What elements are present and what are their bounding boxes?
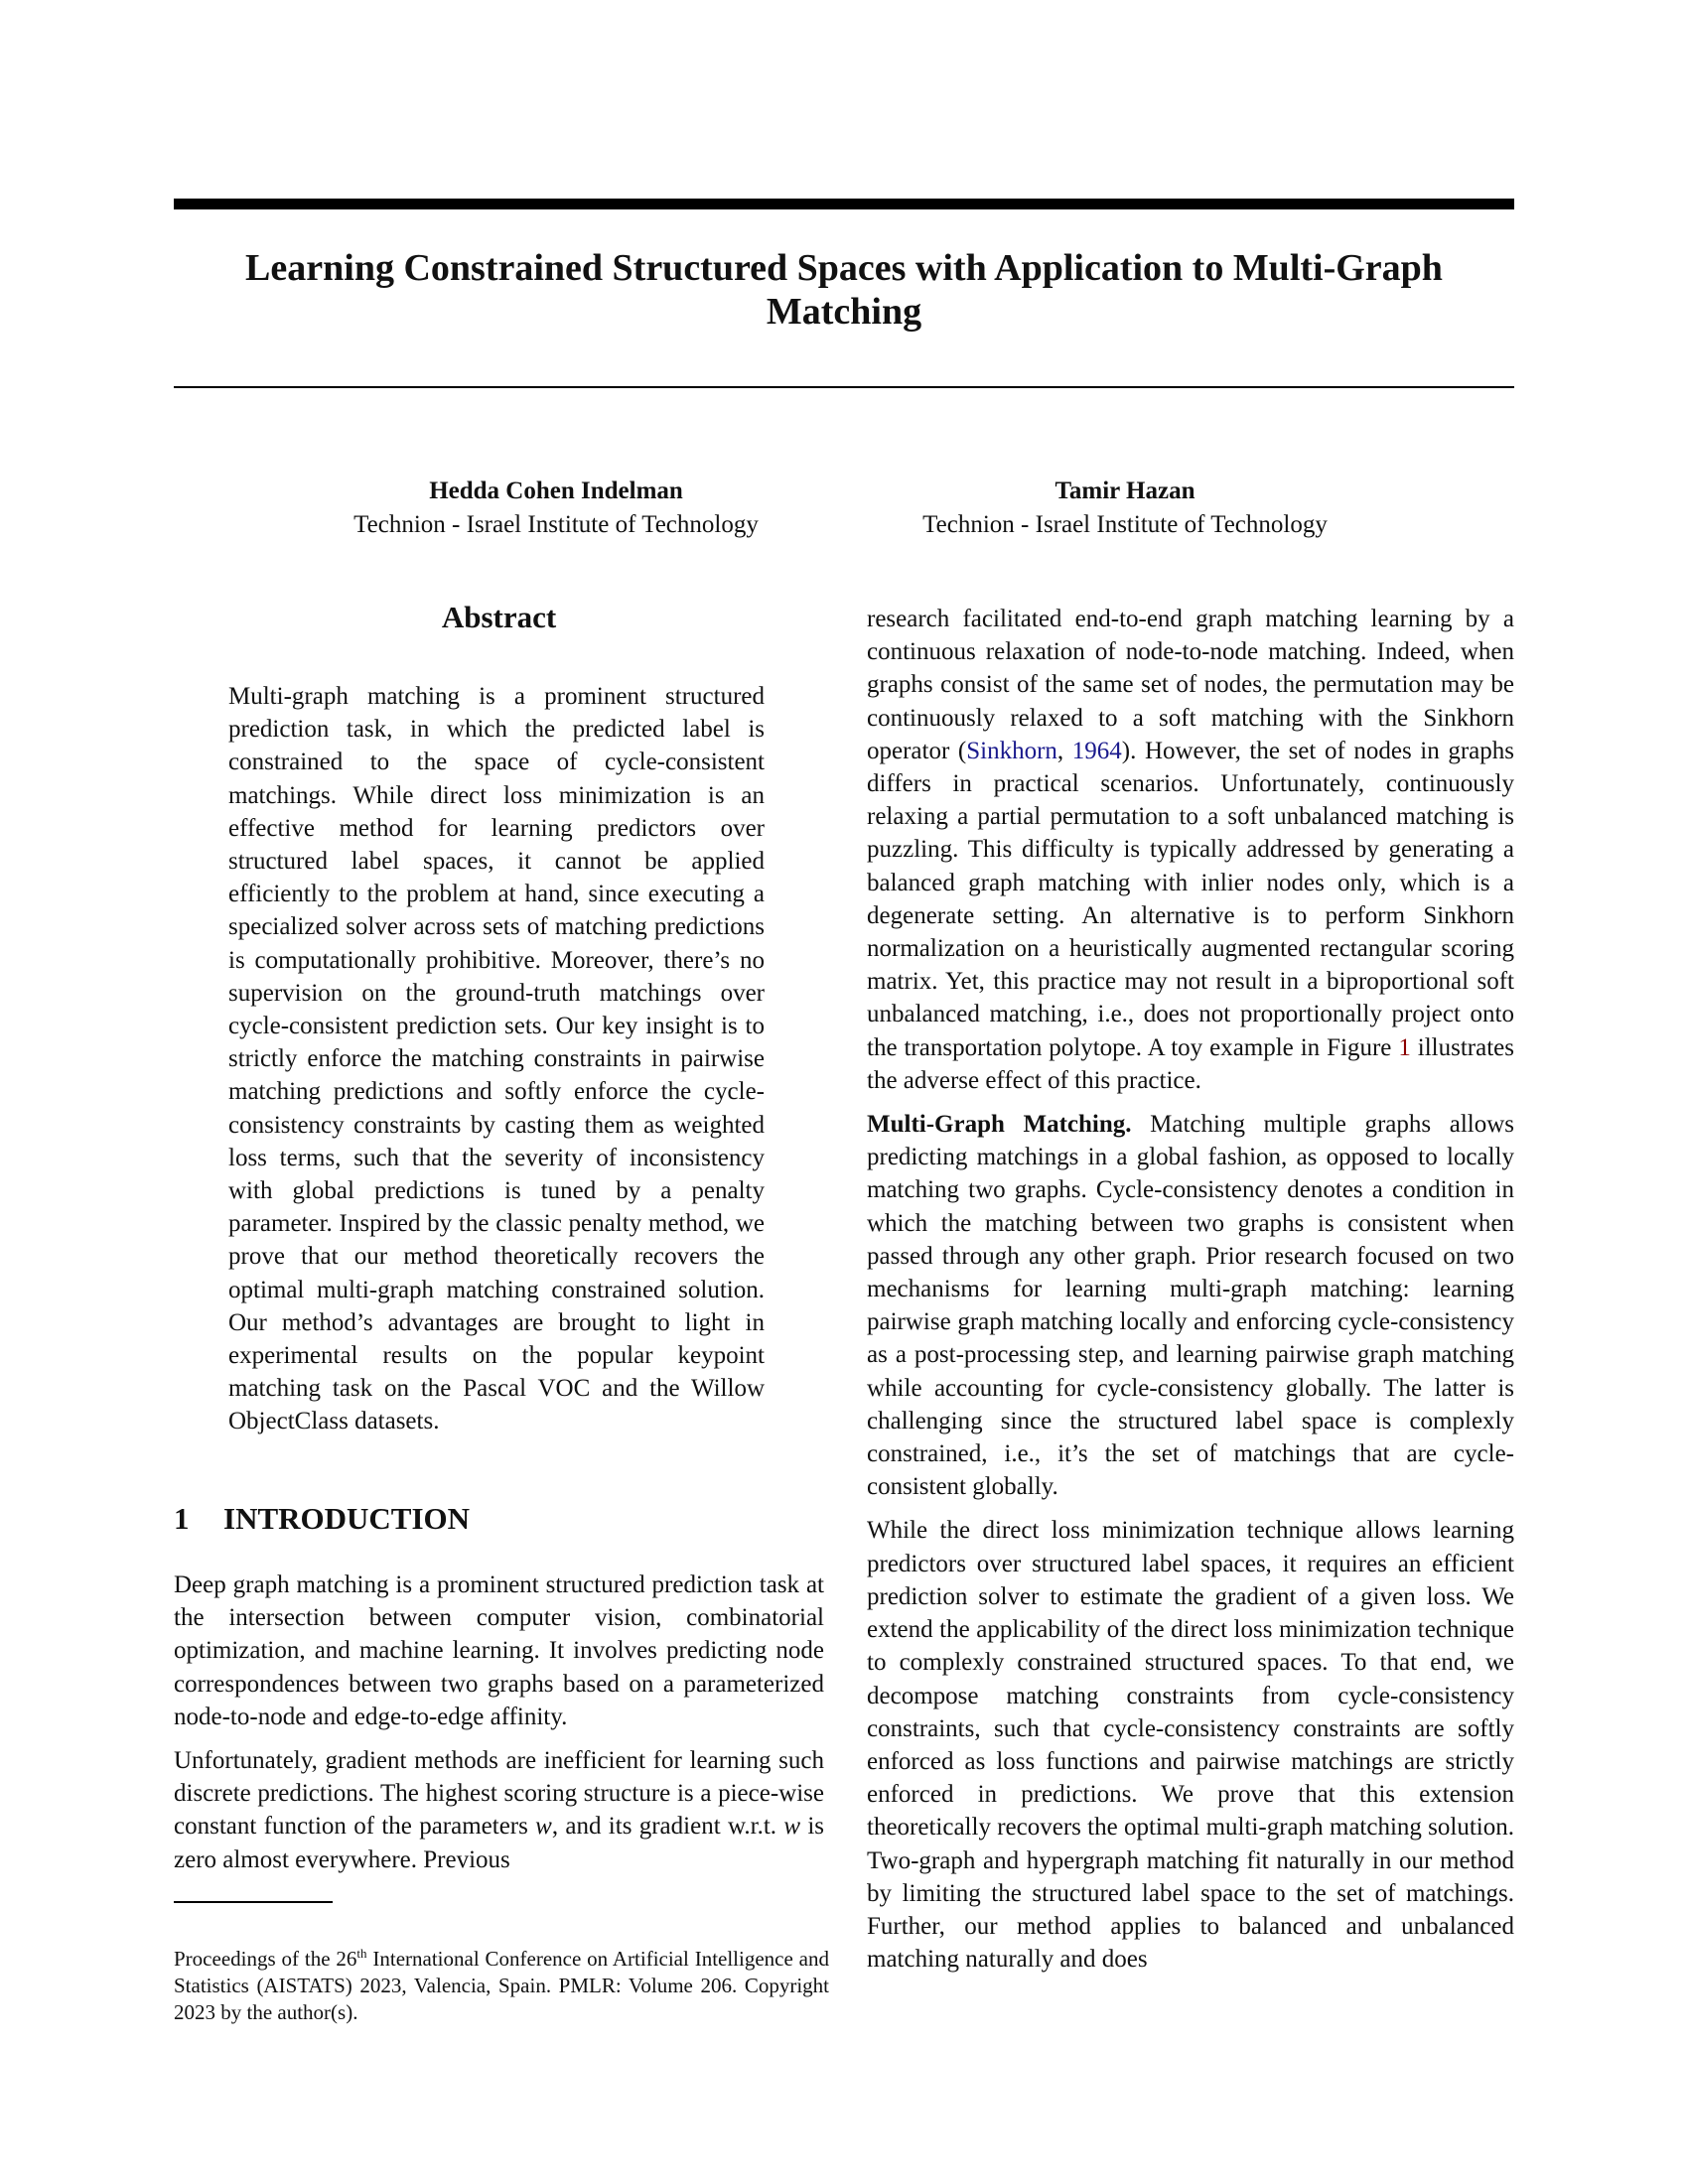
text-run: is zero almost everywhere. Previous [174, 1813, 824, 1873]
body-paragraph [867, 603, 1514, 1097]
author-name: Hedda Cohen Indelman [429, 478, 683, 504]
citation-year-link[interactable]: 1964 [1071, 737, 1122, 764]
introduction-body [174, 1569, 824, 1876]
math-w: w [783, 1813, 801, 1841]
abstract-heading: Abstract [441, 600, 557, 634]
section-heading [174, 1501, 470, 1537]
body-paragraph [867, 1108, 1514, 1503]
body-paragraph: While the direct loss minimization technique allows learning predictors over structured label spaces, it requires an efficient prediction solver to estimate the gradient of a given loss. We extend the applicability of the direct loss minimization technique to complexly constrained structured spaces. To that end, we decompose matching constraints from cycle-consistency constraints, such that cycle-consistency constraints are softly enforced as loss functions and pairwise matchings are strictly enforced in predictions. We prove that this extension theoretically recovers the optimal multi-graph matching solution. Two-graph and hypergraph matching fit naturally in our method by limiting the structured label space to the set of matchings. Further, our method applies to balanced and unbalanced matching naturally and does [867, 1517, 1514, 1974]
text-run: International Conference on Artificial Intelligence and Statistics (AISTATS) 2023, Valencia, Spain. PMLR: Volume 206. Copyright 2023 by the author(s). [174, 1947, 829, 2024]
title-bottom-rule [174, 386, 1514, 388]
math-w: w [535, 1813, 552, 1841]
citation-link[interactable]: Sinkhorn [966, 737, 1057, 764]
footnote-rule [174, 1901, 333, 1903]
text-run: Matching multiple graphs allows predicting matchings in a global fashion, as opposed to locally matching two graphs. Cycle-consistency denotes a condition in which the matching between two graphs is consistent when passed through any other graph. Prior research focused on two mechanisms for learning multi-graph matching: learning pairwise graph matching locally and enforcing cycle-consistency as a post-processing step, and learning pairwise graph matching while accounting for cycle-consistency globally. The latter is challenging since the structured label space is complexly constrained, i.e., it’s the set of matchings that are cycle-consistent globally. [867, 1111, 1515, 1501]
right-column [867, 603, 1514, 1976]
text-run: , and its gradient w.r.t. [551, 1813, 784, 1841]
intro-paragraph: Deep graph matching is a prominent structured prediction task at the intersection between computer vision, combinatorial optimization, and machine learning. It involves predicting node correspondences between two graphs based on a parameterized node-to-node and edge-to-edge affinity. [174, 1571, 824, 1730]
ordinal-superscript: th [356, 1946, 367, 1961]
text-run: , [1056, 737, 1072, 764]
text-run: ). However, the set of nodes in graphs differs in practical scenarios. Unfortunately, continuously relaxing a partial permutation to a soft unbalanced matching is puzzling. This difficulty is typically addressed by generating a balanced graph matching with inlier nodes only, which is a degenerate setting. An alternative is to perform Sinkhorn normalization on a heuristically augmented rectangular scoring matrix. Yet, this practice may not result in a biproportional soft unbalanced matching, i.e., does not proportionally project onto the transportation polytope. A toy example in Figure [867, 737, 1514, 1061]
author-affiliation: Technion - Israel Institute of Technology [922, 511, 1328, 538]
abstract-paragraph: Multi-graph matching is a prominent structured prediction task, in which the predicted label is constrained to the space of cycle-consistent matchings. While direct loss minimization is an effective method for learning predictors over structured label spaces, it cannot be applied efficiently to the problem at hand, since executing a specialized solver across sets of matching predictions is computationally prohibitive. Moreover, there’s no supervision on the ground-truth matchings over cycle-consistent prediction sets. Our key insight is to strictly enforce the matching constraints in pairwise matching predictions and softly enforce the cycle-consistency constraints by casting them as weighted loss terms, such that the severity of inconsistency with global predictions is tuned by a penalty parameter. Inspired by the classic penalty method, we prove that our method theoretically recovers the optimal multi-graph matching constrained solution. Our method’s advantages are brought to light in experimental results on the popular keypoint matching task on the Pascal VOC and the Willow ObjectClass datasets. [228, 683, 765, 1435]
section-title: INTRODUCTION [223, 1501, 471, 1536]
text-run: Proceedings of the 26 [174, 1947, 357, 1971]
author-name: Tamir Hazan [1055, 478, 1196, 504]
author-block [827, 475, 1423, 542]
paragraph-runin-heading: Multi-Graph Matching. [867, 1111, 1132, 1139]
intro-paragraph [174, 1744, 824, 1876]
text-run: Unfortunately, gradient methods are inefficient for learning such discrete predictions. The highest scoring structure is a piece-wise constant function of the parameters [174, 1747, 824, 1841]
text-run: illustrates the adverse effect of this practice. [867, 1033, 1514, 1094]
section-number: 1 [174, 1501, 190, 1536]
author-affiliation: Technion - Israel Institute of Technology [353, 511, 759, 538]
title-top-rule [174, 199, 1514, 209]
text-run: research facilitated end-to-end graph matching learning by a continuous relaxation of node-to-node matching. Indeed, when graphs consist of the same set of nodes, the permutation may be continuously relaxed to a soft matching with the Sinkhorn operator ( [867, 606, 1514, 764]
paper-title: Learning Constrained Structured Spaces with Application to Multi-Graph Matching [245, 247, 1443, 333]
footnote [174, 1946, 829, 2026]
figure-reference-link[interactable]: 1 [1398, 1033, 1411, 1061]
author-block [258, 475, 854, 542]
abstract-text [228, 680, 765, 1438]
